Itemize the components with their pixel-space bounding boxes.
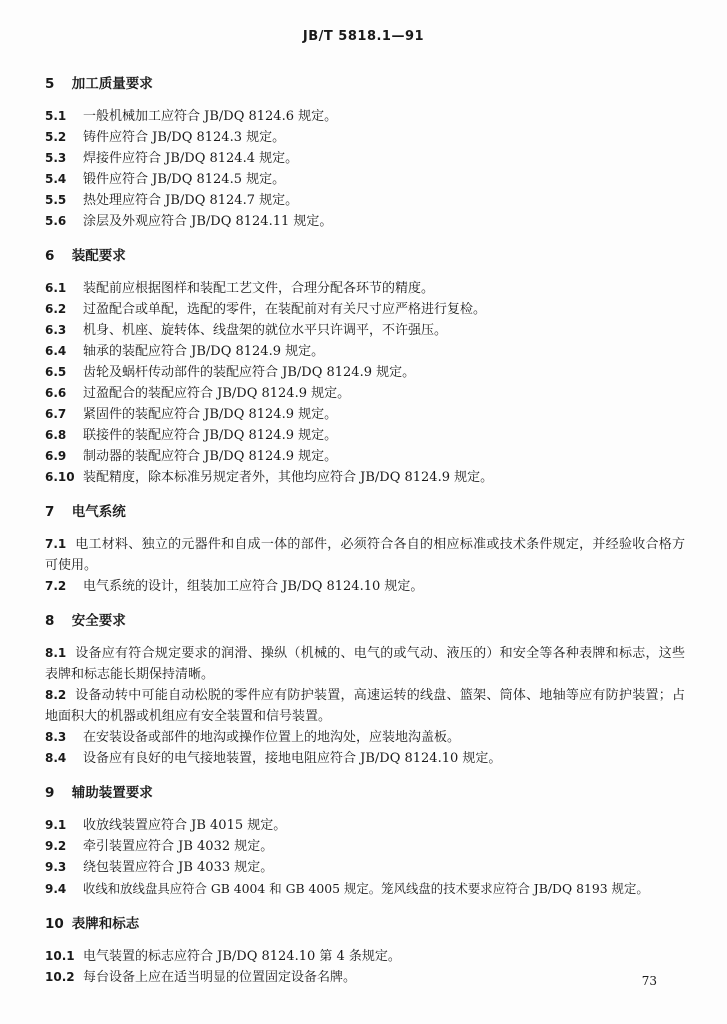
clause-text: 铸件应符合 JB/DQ 8124.3 规定。 <box>83 130 286 145</box>
clause-10-1 <box>45 946 685 967</box>
section-title: 安全要求 <box>71 613 126 629</box>
section-heading-6 <box>45 246 685 266</box>
clause-text: 过盈配合或单配，选配的零件，在装配前对有关尺寸应严格进行复检。 <box>83 302 487 317</box>
clause-text: 锻件应符合 JB/DQ 8124.5 规定。 <box>83 172 286 187</box>
clause-7-2 <box>45 576 685 597</box>
clause-number: 9.1 <box>45 818 67 832</box>
clause-number: 5.2 <box>45 130 67 144</box>
section-heading-10 <box>45 914 685 934</box>
clause-text: 制动器的装配应符合 JB/DQ 8124.9 规定。 <box>83 449 338 464</box>
clause-number: 6.5 <box>45 365 67 379</box>
page-number: 73 <box>641 974 657 988</box>
clause-number: 6.7 <box>45 407 67 421</box>
clause-number: 6.2 <box>45 302 67 316</box>
clause-number: 10.1 <box>45 949 75 963</box>
section-number: 8 <box>45 613 55 629</box>
clause-text: 每台设备上应在适当明显的位置固定设备名牌。 <box>83 970 357 985</box>
clause-text: 设备应有符合规定要求的润滑、操纵（机械的、电气的或气动、液压的）和安全等各种表牌和标志，这些表牌和标志能长期保持清晰。 <box>45 646 685 682</box>
clause-number: 8.3 <box>45 730 67 744</box>
clause-text: 装配精度，除本标准另规定者外，其他均应符合 JB/DQ 8124.9 规定。 <box>83 470 494 485</box>
clause-6-7 <box>45 404 685 425</box>
clause-number: 6.9 <box>45 449 67 463</box>
clause-number: 9.3 <box>45 860 67 874</box>
clause-9-1 <box>45 815 685 836</box>
clause-number: 8.1 <box>45 646 67 660</box>
clause-6-1 <box>45 278 685 299</box>
clause-6-2 <box>45 299 685 320</box>
clause-9-2 <box>45 836 685 857</box>
clause-text: 一般机械加工应符合 JB/DQ 8124.6 规定。 <box>83 109 338 124</box>
clause-number: 7.2 <box>45 579 67 593</box>
clause-7-1 <box>45 534 685 576</box>
section-heading-9 <box>45 783 685 803</box>
clause-text: 轴承的装配应符合 JB/DQ 8124.9 规定。 <box>83 344 325 359</box>
clause-text: 机身、机座、旋转体、线盘架的就位水平只许调平，不许强压。 <box>83 323 448 338</box>
clause-number: 8.4 <box>45 751 67 765</box>
clause-text: 电气系统的设计，组装加工应符合 JB/DQ 8124.10 规定。 <box>83 579 424 594</box>
clause-6-3 <box>45 320 685 341</box>
clause-text: 绕包装置应符合 JB 4033 规定。 <box>83 860 274 875</box>
section-number: 5 <box>45 76 55 92</box>
section-title: 表牌和标志 <box>71 916 140 932</box>
clause-text: 在安装设备或部件的地沟或操作位置上的地沟处，应装地沟盖板。 <box>83 730 461 745</box>
clause-number: 8.2 <box>45 688 67 702</box>
clause-5-4 <box>45 169 685 190</box>
clause-number: 5.4 <box>45 172 67 186</box>
clause-number: 6.3 <box>45 323 67 337</box>
clause-number: 5.6 <box>45 214 67 228</box>
section-number: 10 <box>45 916 64 932</box>
clause-number: 5.5 <box>45 193 67 207</box>
running-header: JB/T 5818.1—91 <box>302 29 425 44</box>
clause-text: 装配前应根据图样和装配工艺文件，合理分配各环节的精度。 <box>83 281 435 296</box>
clause-text: 电气装置的标志应符合 JB/DQ 8124.10 第 4 条规定。 <box>83 949 401 964</box>
clause-number: 7.1 <box>45 537 67 551</box>
clause-6-8 <box>45 425 685 446</box>
clause-text: 设备动转中可能自动松脱的零件应有防护装置，高速运转的线盘、篮架、筒体、地轴等应有防护装置；占地面积大的机器或机组应有安全装置和信号装置。 <box>45 688 685 724</box>
clause-6-6 <box>45 383 685 404</box>
clause-8-1 <box>45 643 685 685</box>
clause-6-10 <box>45 467 685 488</box>
clause-number: 10.2 <box>45 970 75 984</box>
clause-number: 5.1 <box>45 109 67 123</box>
section-title: 电气系统 <box>71 504 126 520</box>
clause-9-3 <box>45 857 685 878</box>
clause-number: 6.1 <box>45 281 67 295</box>
clause-number: 9.2 <box>45 839 67 853</box>
clause-text: 设备应有良好的电气接地装置，接地电阻应符合 JB/DQ 8124.10 规定。 <box>83 751 502 766</box>
clause-text: 电工材料、独立的元器件和自成一体的部件，必须符合各自的相应标准或技术条件规定，并经验收合格方可使用。 <box>45 537 685 573</box>
clause-text: 收放线装置应符合 JB 4015 规定。 <box>83 818 287 833</box>
clause-text: 齿轮及蜗杆传动部件的装配应符合 JB/DQ 8124.9 规定。 <box>83 365 416 380</box>
clause-9-4 <box>45 878 685 900</box>
clause-text: 涂层及外观应符合 JB/DQ 8124.11 规定。 <box>83 214 333 229</box>
clause-text: 牵引装置应符合 JB 4032 规定。 <box>83 839 274 854</box>
clause-5-2 <box>45 127 685 148</box>
clause-5-3 <box>45 148 685 169</box>
clause-6-5 <box>45 362 685 383</box>
clause-8-3 <box>45 727 685 748</box>
section-heading-8 <box>45 611 685 631</box>
section-number: 7 <box>45 504 55 520</box>
clause-8-2 <box>45 685 685 727</box>
section-number: 6 <box>45 248 55 264</box>
clause-number: 6.10 <box>45 470 75 484</box>
clause-5-1 <box>45 106 685 127</box>
section-title: 加工质量要求 <box>71 76 153 92</box>
clause-5-5 <box>45 190 685 211</box>
clause-text: 热处理应符合 JB/DQ 8124.7 规定。 <box>83 193 299 208</box>
clause-text: 紧固件的装配应符合 JB/DQ 8124.9 规定。 <box>83 407 338 422</box>
clause-8-4 <box>45 748 685 769</box>
clause-text: 联接件的装配应符合 JB/DQ 8124.9 规定。 <box>83 428 338 443</box>
section-heading-5 <box>45 74 685 94</box>
clause-text: 收线和放线盘具应符合 GB 4004 和 GB 4005 规定。笼风线盘的技术要求应符合 JB/DQ 8193 规定。 <box>83 881 649 896</box>
document-body <box>45 74 685 988</box>
clause-number: 9.4 <box>45 882 67 896</box>
clause-number: 6.8 <box>45 428 67 442</box>
clause-10-2 <box>45 967 685 988</box>
section-title: 装配要求 <box>71 248 126 264</box>
clause-5-6 <box>45 211 685 232</box>
clause-number: 5.3 <box>45 151 67 165</box>
section-number: 9 <box>45 785 55 801</box>
clause-number: 6.6 <box>45 386 67 400</box>
clause-text: 过盈配合的装配应符合 JB/DQ 8124.9 规定。 <box>83 386 351 401</box>
clause-6-9 <box>45 446 685 467</box>
clause-number: 6.4 <box>45 344 67 358</box>
section-heading-7 <box>45 502 685 522</box>
section-title: 辅助装置要求 <box>71 785 153 801</box>
clause-text: 焊接件应符合 JB/DQ 8124.4 规定。 <box>83 151 299 166</box>
clause-6-4 <box>45 341 685 362</box>
